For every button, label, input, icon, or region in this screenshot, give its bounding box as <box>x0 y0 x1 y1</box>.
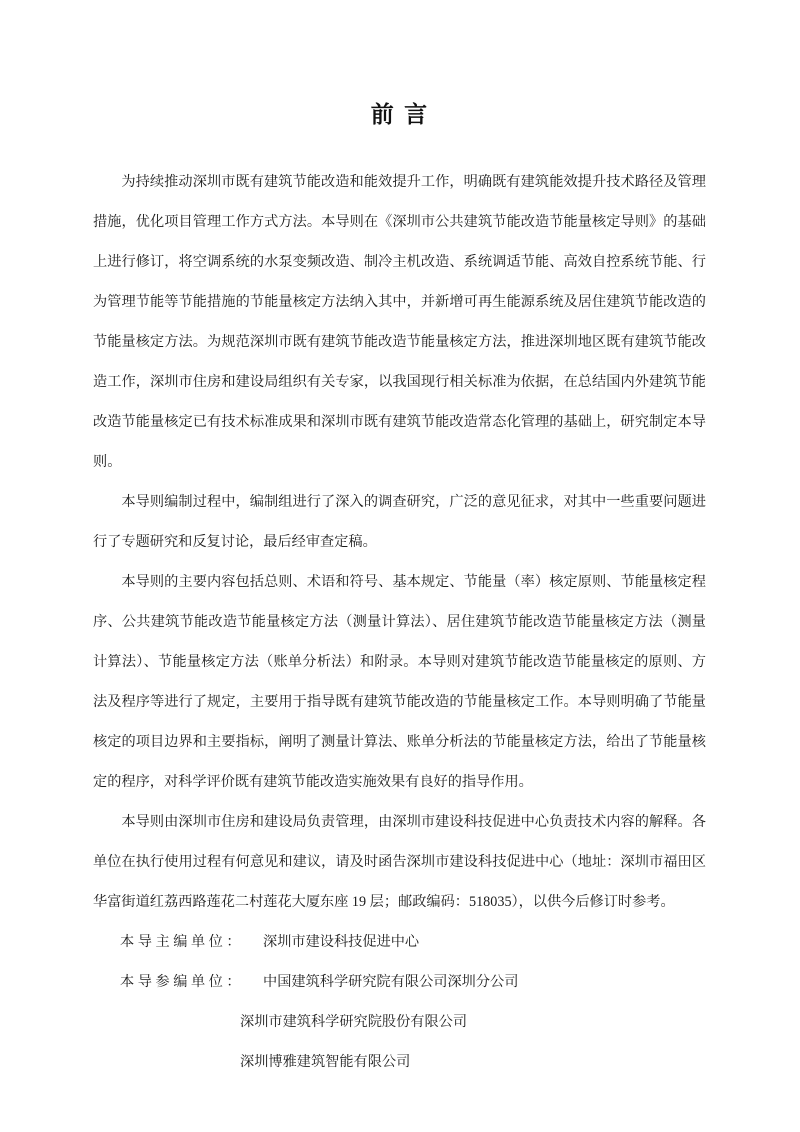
paragraph-drafting-process: 本导则编制过程中，编制组进行了深入的调查研究，广泛的意见征求，对其中一些重要问题进行了专题研究和反复讨论，最后经审查定稿。 <box>93 494 706 550</box>
chief-editor-line <box>93 922 706 962</box>
paragraph-main-contents: 本导则的主要内容包括总则、术语和符号、基本规定、节能量（率）核定原则、节能量核定程序、公共建筑节能改造节能量核定方法（测量计算法）、居住建筑节能改造节能量核定方法（测量计算法）、节能量核定方法（账单分析法）和附录。本导则对建筑节能改造节能量核定的原则、方法及程序等进行了规定，主要用于指导既有建筑节能改造的节能量核定工作。本导则明确了节能量核定的项目边界和主要指标，阐明了测量计算法、账单分析法的节能量核定方法，给出了节能量核定的程序，对科学评价既有建筑节能改造实施效果有良好的指导作用。 <box>93 574 706 790</box>
co-editor-value-2: 深圳市建筑科学研究院股份有限公司 <box>240 1014 468 1030</box>
page-title: 前 言 <box>370 101 430 127</box>
chief-editor-value: 深圳市建设科技促进中心 <box>263 934 420 950</box>
paragraph-intro: 为持续推动深圳市既有建筑节能改造和能效提升工作，明确既有建筑能效提升技术路径及管理措施，优化项目管理工作方式方法。本导则在《深圳市公共建筑节能改造节能量核定导则》的基础上进行修订，将空调系统的水泵变频改造、制冷主机改造、系统调适节能、高效自控系统节能、行为管理节能等节能措施的节能量核定方法纳入其中，并新增可再生能源系统及居住建筑节能改造的节能量核定方法。为规范深圳市既有建筑节能改造节能量核定方法，推进深圳地区既有建筑节能改造工作，深圳市住房和建设局组织有关专家，以我国现行相关标准为依据，在总结国内外建筑节能改造节能量核定已有技术标准成果和深圳市既有建筑节能改造常态化管理的基础上，研究制定本导则。 <box>93 174 706 470</box>
co-editor-value-3: 深圳博雅建筑智能有限公司 <box>240 1054 411 1070</box>
co-editor-label: 本 导 参 编 单 位 ： <box>120 974 241 990</box>
paragraph-administration: 本导则由深圳市住房和建设局负责管理，由深圳市建设科技促进中心负责技术内容的解释。各单位在执行使用过程有何意见和建议，请及时函告深圳市建设科技促进中心（地址：深圳市福田区华富街道红荔西路莲花二村莲花大厦东座 19 层；邮政编码：518035），以供今后修订时参考。 <box>93 814 706 910</box>
co-editor-line <box>93 962 706 1002</box>
document-body <box>93 162 706 1082</box>
chief-editor-label: 本 导 主 编 单 位 ： <box>120 934 241 950</box>
co-editor-value-1: 中国建筑科学研究院有限公司深圳分公司 <box>263 974 519 990</box>
